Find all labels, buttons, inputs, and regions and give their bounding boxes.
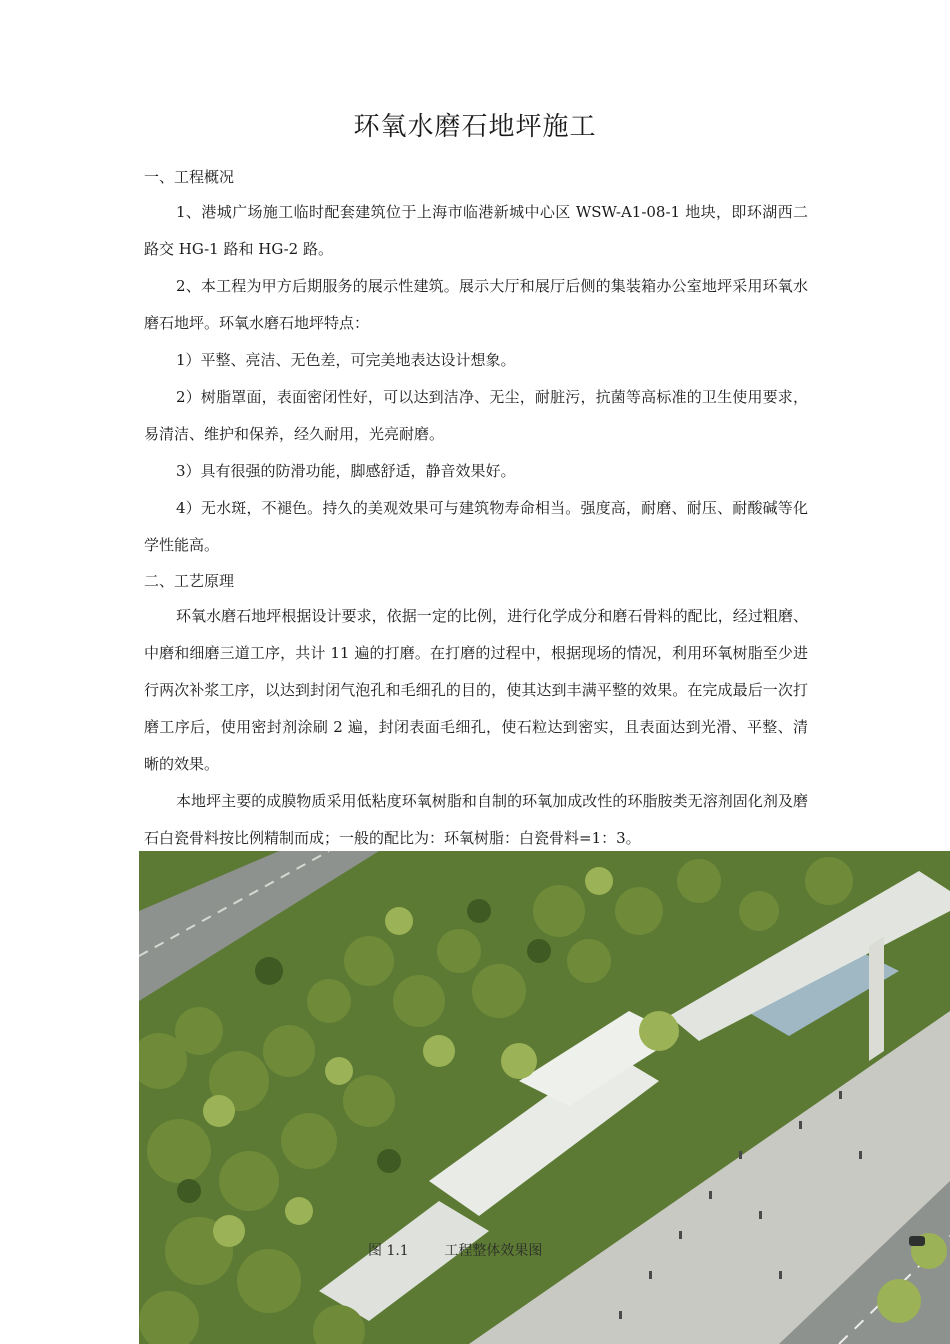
figure-caption: 图 1.1 工程整体效果图 bbox=[368, 1243, 543, 1259]
paragraph-purpose: 2、本工程为甲方后期服务的展示性建筑。展示大厅和展厅后侧的集装箱办公室地坪采用环氧水磨石地坪。环氧水磨石地坪特点： bbox=[144, 277, 808, 332]
paragraph-feature-2: 2）树脂罩面，表面密闭性好，可以达到洁净、无尘，耐脏污，抗菌等高标准的卫生使用要求，易清洁、维护和保养，经久耐用，光亮耐磨。 bbox=[144, 388, 808, 443]
paragraph-materials: 本地坪主要的成膜物质采用低粘度环氧树脂和自制的环氧加成改性的环脂胺类无溶剂固化剂及磨石白瓷骨料按比例精制而成；一般的配比为：环氧树脂：白瓷骨料=1：3。 bbox=[144, 792, 808, 847]
project-rendering-image bbox=[139, 851, 950, 1344]
paragraph-location: 1、港城广场施工临时配套建筑位于上海市临港新城中心区 WSW-A1-08-1 地块，即环湖西二路交 HG-1 路和 HG-2 路。 bbox=[144, 203, 808, 258]
paragraph-feature-3: 3）具有很强的防滑功能，脚感舒适，静音效果好。 bbox=[176, 462, 516, 480]
paragraph-feature-1: 1）平整、亮洁、无色差，可完美地表达设计想象。 bbox=[176, 351, 516, 369]
section-heading-overview: 一、工程概况 bbox=[144, 168, 235, 186]
section-heading-principle: 二、工艺原理 bbox=[144, 572, 235, 590]
paragraph-principle: 环氧水磨石地坪根据设计要求，依据一定的比例，进行化学成分和磨石骨料的配比，经过粗磨、中磨和细磨三道工序，共计 11 遍的打磨。在打磨的过程中，根据现场的情况，利用环氧树脂至少进行两次补浆工序，以达到封闭气泡孔和毛细孔的目的，使其达到丰满平整的效果。在完成最后一次打磨工序后，使用密封剂涂刷 2 遍，封闭表面毛细孔，使石粒达到密实，且表面达到光滑、平整、清晰的效果。 bbox=[144, 607, 808, 773]
paragraph-feature-4: 4）无水斑，不褪色。持久的美观效果可与建筑物寿命相当。强度高，耐磨、耐压、耐酸碱等化学性能高。 bbox=[144, 499, 808, 554]
page-title: 环氧水磨石地坪施工 bbox=[353, 112, 597, 142]
